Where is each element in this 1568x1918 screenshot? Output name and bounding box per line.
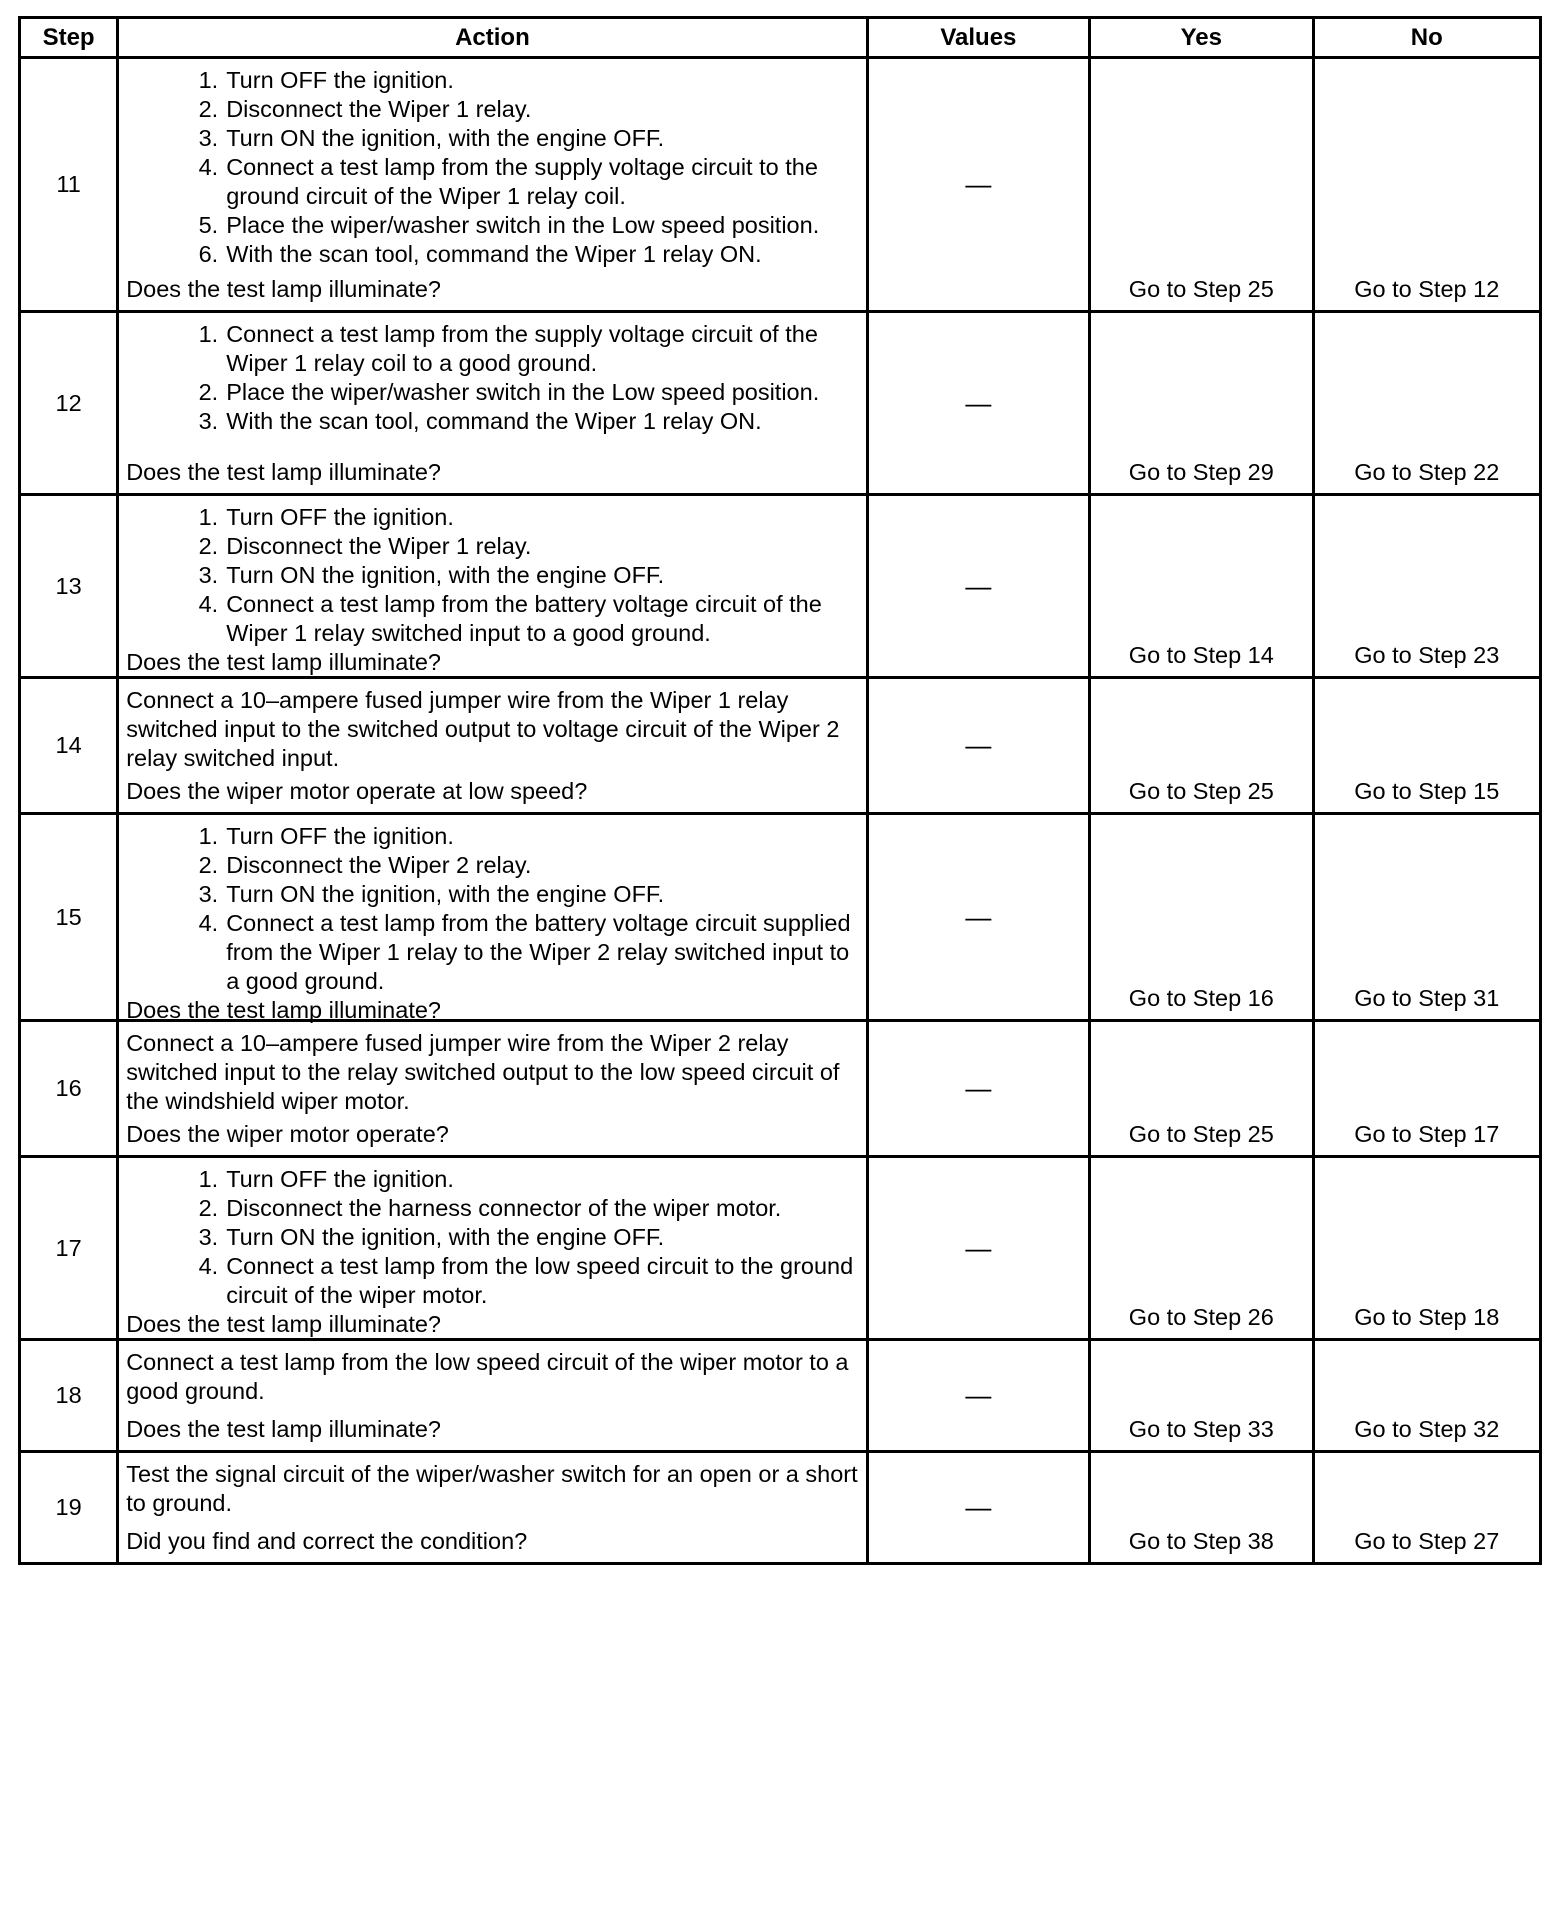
yes-goto-step: Go to Step 14 <box>1128 642 1274 668</box>
list-item-number: 1. <box>198 1166 219 1192</box>
diagnostic-table <box>18 16 1542 1565</box>
table-row <box>20 1340 1541 1452</box>
table-row <box>20 1452 1541 1564</box>
step-number: 12 <box>20 312 118 495</box>
value-dash: — <box>965 570 992 601</box>
no-cell <box>1313 58 1540 312</box>
action-question: Does the wiper motor operate at low speed? <box>126 778 588 804</box>
value-dash: — <box>965 901 992 932</box>
list-item-text: Turn ON the ignition, with the engine OFF. <box>226 125 665 151</box>
action-instructions <box>126 1348 857 1406</box>
value-dash: — <box>965 730 992 760</box>
yes-goto-step: Go to Step 38 <box>1128 1528 1274 1554</box>
yes-cell <box>1090 1340 1313 1452</box>
action-instructions <box>126 503 857 648</box>
action-content <box>119 496 865 676</box>
list-item-text: Connect a test lamp from the battery voltage circuit supplied from the Wiper 1 relay to the Wiper 2 relay switched input to a good ground. <box>226 910 851 994</box>
no-cell <box>1313 1021 1540 1157</box>
list-item-text: Turn OFF the ignition. <box>226 504 454 530</box>
step-number: 14 <box>20 678 118 814</box>
action-cell <box>118 1452 867 1564</box>
action-cell <box>118 814 867 1021</box>
list-item-text: Place the wiper/washer switch in the Low speed position. <box>226 212 820 238</box>
list-item-number: 3. <box>198 881 219 907</box>
step-number: 18 <box>20 1340 118 1452</box>
action-instructions <box>126 1460 857 1518</box>
list-item-text: With the scan tool, command the Wiper 1 relay ON. <box>226 241 762 267</box>
values-cell <box>867 1340 1089 1452</box>
action-question: Does the test lamp illuminate? <box>126 649 441 675</box>
action-cell <box>118 678 867 814</box>
action-cell <box>118 1157 867 1340</box>
list-item-text: Connect a test lamp from the low speed circuit to the ground circuit of the wiper motor. <box>226 1253 854 1308</box>
list-item-number: 4. <box>198 154 219 180</box>
list-item-number: 1. <box>198 823 219 849</box>
no-cell <box>1313 1340 1540 1452</box>
list-item-text: Disconnect the Wiper 1 relay. <box>226 96 532 122</box>
list-item <box>182 378 857 407</box>
values-cell <box>867 814 1089 1021</box>
list-item-number: 2. <box>198 379 219 405</box>
list-item <box>182 66 857 95</box>
numbered-steps-list <box>126 320 857 436</box>
header-step: Step <box>20 18 118 58</box>
values-cell <box>867 58 1089 312</box>
diagnostic-table-sheet <box>18 16 1542 1565</box>
list-item-number: 3. <box>198 562 219 588</box>
action-instructions <box>126 320 857 436</box>
list-item-text: Turn OFF the ignition. <box>226 67 454 93</box>
table-row <box>20 814 1541 1021</box>
yes-cell <box>1090 58 1313 312</box>
step-number: 17 <box>20 1157 118 1340</box>
yes-goto-step: Go to Step 25 <box>1128 1121 1274 1147</box>
table-body <box>20 58 1541 1564</box>
list-item <box>182 909 857 996</box>
step-number: 16 <box>20 1021 118 1157</box>
action-instructions <box>126 822 857 996</box>
no-goto-step: Go to Step 27 <box>1354 1528 1500 1554</box>
header-yes: Yes <box>1090 18 1313 58</box>
action-content <box>119 1158 865 1338</box>
numbered-steps-list <box>126 66 857 269</box>
list-item <box>182 1194 857 1223</box>
yes-cell <box>1090 814 1313 1021</box>
list-item-text: Turn OFF the ignition. <box>226 1166 454 1192</box>
no-goto-step: Go to Step 32 <box>1354 1416 1500 1442</box>
action-question: Did you find and correct the condition? <box>126 1528 528 1554</box>
list-item <box>182 851 857 880</box>
action-content <box>119 1022 865 1155</box>
yes-cell <box>1090 678 1313 814</box>
action-content <box>119 679 865 812</box>
no-goto-step: Go to Step 23 <box>1354 642 1500 668</box>
no-cell <box>1313 678 1540 814</box>
action-question: Does the test lamp illuminate? <box>126 276 441 302</box>
list-item <box>182 822 857 851</box>
list-item-number: 2. <box>198 852 219 878</box>
list-item-text: Turn ON the ignition, with the engine OFF. <box>226 881 665 907</box>
values-cell <box>867 1157 1089 1340</box>
action-paragraph: Connect a 10–ampere fused jumper wire from the Wiper 2 relay switched input to the relay switched output to the low speed circuit of the windshield wiper motor. <box>126 1030 840 1114</box>
list-item-text: Disconnect the harness connector of the wiper motor. <box>226 1195 782 1221</box>
list-item-number: 6. <box>198 241 219 267</box>
yes-goto-step: Go to Step 25 <box>1128 778 1274 804</box>
table-row <box>20 1157 1541 1340</box>
action-question: Does the wiper motor operate? <box>126 1121 449 1147</box>
action-question: Does the test lamp illuminate? <box>126 1311 441 1337</box>
step-number: 13 <box>20 495 118 678</box>
yes-cell <box>1090 312 1313 495</box>
list-item <box>182 1223 857 1252</box>
action-content <box>119 1453 865 1562</box>
list-item <box>182 153 857 211</box>
list-item-number: 2. <box>198 1195 219 1221</box>
numbered-steps-list <box>126 1165 857 1310</box>
table-row <box>20 312 1541 495</box>
no-goto-step: Go to Step 22 <box>1354 459 1500 485</box>
action-content <box>119 59 865 310</box>
numbered-steps-list <box>126 822 857 996</box>
list-item <box>182 124 857 153</box>
yes-cell <box>1090 1157 1313 1340</box>
list-item-number: 1. <box>198 321 219 347</box>
list-item-number: 2. <box>198 533 219 559</box>
step-number: 11 <box>20 58 118 312</box>
value-dash: — <box>965 1380 992 1410</box>
step-number: 19 <box>20 1452 118 1564</box>
no-cell <box>1313 814 1540 1021</box>
action-paragraph: Connect a 10–ampere fused jumper wire from the Wiper 1 relay switched input to the switched output to voltage circuit of the Wiper 2 relay switched input. <box>126 687 840 771</box>
action-content <box>119 313 865 493</box>
list-item <box>182 1165 857 1194</box>
value-dash: — <box>965 1073 992 1103</box>
action-cell <box>118 312 867 495</box>
no-goto-step: Go to Step 18 <box>1354 1304 1500 1330</box>
list-item <box>182 211 857 240</box>
yes-cell <box>1090 1452 1313 1564</box>
list-item-text: Connect a test lamp from the supply voltage circuit to the ground circuit of the Wiper 1 relay coil. <box>226 154 818 209</box>
yes-goto-step: Go to Step 16 <box>1128 985 1274 1011</box>
no-cell <box>1313 495 1540 678</box>
list-item-number: 4. <box>198 910 219 936</box>
list-item-number: 2. <box>198 96 219 122</box>
no-goto-step: Go to Step 15 <box>1354 778 1500 804</box>
list-item-number: 3. <box>198 125 219 151</box>
value-dash: — <box>965 1492 992 1522</box>
action-instructions <box>126 1165 857 1310</box>
no-goto-step: Go to Step 31 <box>1354 985 1500 1011</box>
list-item <box>182 590 857 648</box>
list-item-number: 5. <box>198 212 219 238</box>
list-item <box>182 532 857 561</box>
action-cell <box>118 495 867 678</box>
values-cell <box>867 495 1089 678</box>
yes-goto-step: Go to Step 26 <box>1128 1304 1274 1330</box>
list-item-text: With the scan tool, command the Wiper 1 relay ON. <box>226 408 762 434</box>
list-item-text: Disconnect the Wiper 1 relay. <box>226 533 532 559</box>
action-question: Does the test lamp illuminate? <box>126 997 441 1023</box>
action-cell <box>118 58 867 312</box>
table-row <box>20 58 1541 312</box>
table-row <box>20 495 1541 678</box>
no-goto-step: Go to Step 12 <box>1354 276 1500 302</box>
value-dash: — <box>965 169 992 199</box>
header-no: No <box>1313 18 1540 58</box>
yes-cell <box>1090 495 1313 678</box>
table-row <box>20 1021 1541 1157</box>
action-instructions <box>126 66 857 269</box>
list-item-number: 1. <box>198 67 219 93</box>
list-item <box>182 1252 857 1310</box>
list-item <box>182 880 857 909</box>
action-content <box>119 1341 865 1450</box>
no-cell <box>1313 312 1540 495</box>
values-cell <box>867 312 1089 495</box>
list-item <box>182 240 857 269</box>
yes-goto-step: Go to Step 29 <box>1128 459 1274 485</box>
list-item-number: 3. <box>198 1224 219 1250</box>
value-dash: — <box>965 387 992 418</box>
numbered-steps-list <box>126 503 857 648</box>
values-cell <box>867 678 1089 814</box>
list-item-text: Turn ON the ignition, with the engine OFF. <box>226 1224 665 1250</box>
list-item <box>182 95 857 124</box>
action-question: Does the test lamp illuminate? <box>126 459 441 485</box>
table-row <box>20 678 1541 814</box>
step-number: 15 <box>20 814 118 1021</box>
header-action: Action <box>118 18 867 58</box>
list-item-number: 4. <box>198 1253 219 1279</box>
list-item-text: Turn ON the ignition, with the engine OFF. <box>226 562 665 588</box>
list-item-number: 3. <box>198 408 219 434</box>
list-item <box>182 561 857 590</box>
list-item-text: Connect a test lamp from the supply voltage circuit of the Wiper 1 relay coil to a good ground. <box>226 321 818 376</box>
header-row <box>20 18 1541 58</box>
no-goto-step: Go to Step 17 <box>1354 1121 1500 1147</box>
action-paragraph: Connect a test lamp from the low speed circuit of the wiper motor to a good ground. <box>126 1349 849 1404</box>
header-values: Values <box>867 18 1089 58</box>
list-item <box>182 407 857 436</box>
values-cell <box>867 1021 1089 1157</box>
no-cell <box>1313 1157 1540 1340</box>
action-instructions <box>126 686 857 773</box>
value-dash: — <box>965 1232 992 1263</box>
action-question: Does the test lamp illuminate? <box>126 1416 441 1442</box>
no-cell <box>1313 1452 1540 1564</box>
list-item-text: Disconnect the Wiper 2 relay. <box>226 852 532 878</box>
list-item-text: Place the wiper/washer switch in the Low speed position. <box>226 379 820 405</box>
values-cell <box>867 1452 1089 1564</box>
list-item-text: Connect a test lamp from the battery voltage circuit of the Wiper 1 relay switched input to a good ground. <box>226 591 822 646</box>
action-cell <box>118 1340 867 1452</box>
yes-goto-step: Go to Step 33 <box>1128 1416 1274 1442</box>
action-content <box>119 815 865 1023</box>
action-cell <box>118 1021 867 1157</box>
action-paragraph: Test the signal circuit of the wiper/washer switch for an open or a short to ground. <box>126 1461 858 1516</box>
yes-goto-step: Go to Step 25 <box>1128 276 1274 302</box>
list-item-number: 1. <box>198 504 219 530</box>
yes-cell <box>1090 1021 1313 1157</box>
list-item-text: Turn OFF the ignition. <box>226 823 454 849</box>
list-item <box>182 503 857 532</box>
list-item <box>182 320 857 378</box>
list-item-number: 4. <box>198 591 219 617</box>
action-instructions <box>126 1029 857 1116</box>
